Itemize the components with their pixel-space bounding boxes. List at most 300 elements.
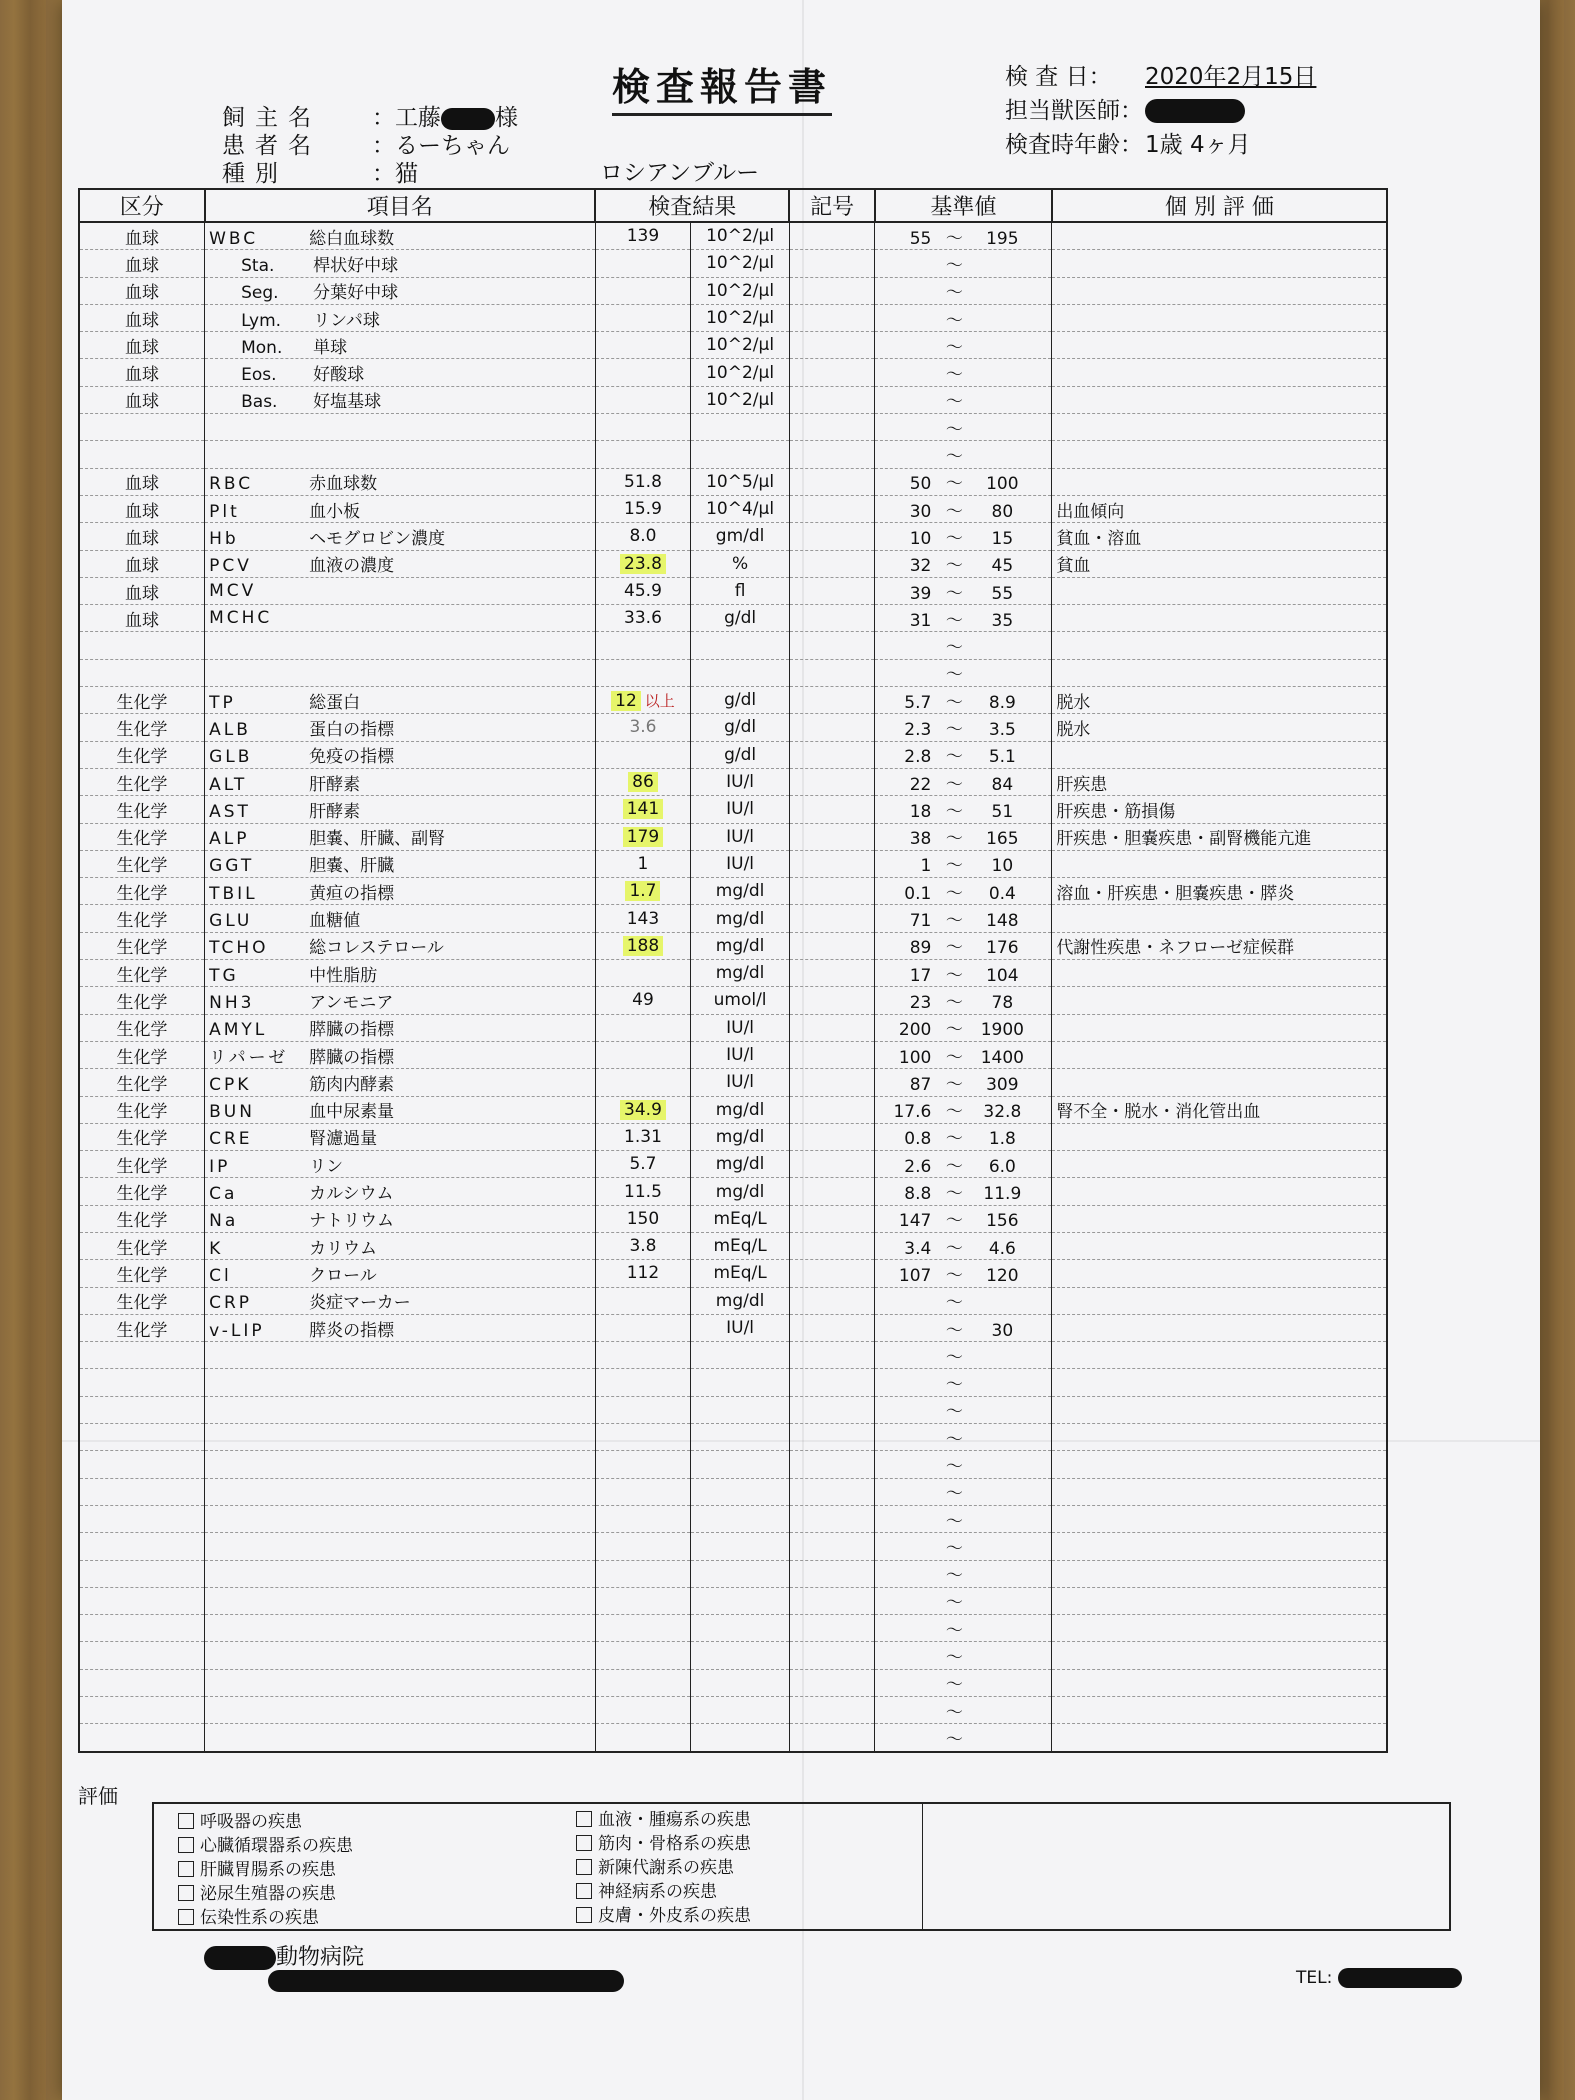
row-reference (875, 386, 1052, 413)
reference-hi: 4.6 (988, 1238, 1016, 1259)
row-mark (789, 1287, 874, 1314)
evaluation-checkbox-item[interactable] (576, 1904, 751, 1928)
table-row (79, 932, 1387, 959)
row-item (205, 523, 596, 550)
reference-hi: 84 (991, 774, 1014, 795)
row-item (205, 1123, 596, 1150)
row-evaluation: 肝疾患 (1052, 768, 1387, 795)
row-reference (875, 1396, 1052, 1423)
table-row (79, 741, 1387, 768)
row-mark (789, 768, 874, 795)
row-reference (875, 304, 1052, 331)
row-item (205, 277, 596, 304)
row-result (595, 905, 691, 932)
row-unit: gm/dl (691, 523, 790, 550)
row-result (595, 1287, 691, 1314)
item-code: v-LIP (209, 1320, 265, 1341)
result-value: 1.7 (625, 881, 660, 901)
table-row (79, 550, 1387, 577)
row-reference (875, 1205, 1052, 1232)
row-unit: mg/dl (691, 1287, 790, 1314)
row-reference (875, 1587, 1052, 1614)
row-evaluation (1052, 386, 1387, 413)
row-reference (875, 1642, 1052, 1669)
row-result (595, 1014, 691, 1041)
row-category: 生化学 (79, 987, 205, 1014)
reference-sep: 〜 (945, 938, 963, 959)
row-evaluation (1052, 905, 1387, 932)
item-code: TP (209, 692, 236, 713)
table-row (79, 495, 1387, 522)
item-code: MCHC (209, 608, 273, 629)
row-unit: IU/l (691, 823, 790, 850)
age-row (1005, 128, 1316, 162)
checkbox-label: 血液・腫瘍系の疾患 (598, 1810, 751, 1830)
hospital-label: 動物病院 (276, 1945, 365, 1970)
row-mark (789, 1478, 874, 1505)
checkbox-icon[interactable] (178, 1885, 194, 1901)
table-row (79, 1151, 1387, 1178)
row-evaluation: 肝疾患・筋損傷 (1052, 796, 1387, 823)
item-name: アンモニア (309, 992, 394, 1013)
reference-lo: 22 (909, 774, 932, 795)
reference-lo: 147 (898, 1211, 932, 1232)
reference-hi: 5.1 (988, 747, 1016, 768)
row-reference (875, 768, 1052, 795)
item-code: Sta. (241, 255, 275, 276)
item-name: ナトリウム (309, 1211, 394, 1232)
row-unit (691, 1505, 790, 1532)
checkbox-label: 皮膚・外皮系の疾患 (598, 1906, 751, 1926)
row-item (205, 605, 596, 632)
row-mark (789, 1123, 874, 1150)
row-unit: IU/l (691, 796, 790, 823)
reference-sep: 〜 (945, 1593, 963, 1614)
row-unit (691, 1369, 790, 1396)
reference-sep: 〜 (945, 747, 963, 768)
row-evaluation: 貧血 (1052, 550, 1387, 577)
row-category: 生化学 (79, 1260, 205, 1287)
patient-label: 患者名 (222, 133, 321, 159)
date-row (1005, 60, 1316, 94)
row-result (595, 304, 691, 331)
row-evaluation (1052, 1069, 1387, 1096)
result-value: 51.8 (624, 471, 662, 492)
row-result (595, 332, 691, 359)
checkbox-icon[interactable] (178, 1909, 194, 1925)
row-evaluation (1052, 659, 1387, 686)
row-item (205, 960, 596, 987)
row-category: 生化学 (79, 1123, 205, 1150)
species-label: 種別 (222, 161, 288, 187)
row-mark (789, 1041, 874, 1068)
evaluation-section (78, 1780, 1456, 1928)
table-row (79, 1724, 1387, 1752)
row-reference (875, 1369, 1052, 1396)
reference-lo: 23 (909, 992, 932, 1013)
result-value: 150 (626, 1208, 660, 1229)
row-result (595, 687, 691, 714)
evaluation-checkbox-item[interactable] (178, 1906, 319, 1930)
row-unit: mg/dl (691, 878, 790, 905)
row-reference (875, 332, 1052, 359)
row-category: 血球 (79, 577, 205, 604)
col-result: 検査結果 (595, 189, 789, 222)
row-mark (789, 304, 874, 331)
reference-hi: 1400 (980, 1047, 1024, 1068)
checkbox-icon[interactable] (576, 1859, 592, 1875)
table-row (79, 1205, 1387, 1232)
row-item (205, 304, 596, 331)
row-category (79, 1642, 205, 1669)
result-value: 3.8 (629, 1236, 657, 1257)
row-mark (789, 495, 874, 522)
row-reference (875, 1424, 1052, 1451)
row-item (205, 1396, 596, 1423)
reference-sep: 〜 (945, 556, 963, 577)
row-reference (875, 495, 1052, 522)
evaluation-checkbox-item[interactable] (576, 1856, 734, 1880)
row-category: 血球 (79, 550, 205, 577)
item-code: PCV (209, 556, 252, 577)
reference-hi: 32.8 (983, 1102, 1022, 1123)
row-result (595, 386, 691, 413)
row-evaluation (1052, 605, 1387, 632)
row-result (595, 1205, 691, 1232)
col-evaluation: 個 別 評 価 (1052, 189, 1387, 222)
row-evaluation: 脱水 (1052, 714, 1387, 741)
reference-lo: 100 (898, 1047, 932, 1068)
evaluation-checkbox-item[interactable] (576, 1808, 751, 1832)
row-result (595, 550, 691, 577)
row-evaluation (1052, 987, 1387, 1014)
reference-hi: 100 (986, 474, 1019, 495)
col-category: 区分 (79, 189, 205, 222)
row-evaluation (1052, 441, 1387, 468)
row-unit: 10^2/μl (691, 359, 790, 386)
item-name: リンパ球 (313, 310, 380, 331)
result-value: 33.6 (624, 608, 662, 629)
reference-hi: 309 (986, 1074, 1019, 1095)
item-code: AST (209, 801, 251, 822)
table-row (79, 987, 1387, 1014)
exam-info (1005, 60, 1316, 162)
item-code: Ca (209, 1184, 238, 1205)
row-reference (875, 1314, 1052, 1341)
evaluation-checkbox-item[interactable] (178, 1810, 302, 1834)
item-code: RBC (209, 474, 254, 495)
checkbox-icon[interactable] (178, 1813, 194, 1829)
row-category: 生化学 (79, 1096, 205, 1123)
row-item (205, 1260, 596, 1287)
reference-sep: 〜 (945, 365, 963, 386)
row-mark (789, 550, 874, 577)
item-code: Cl (209, 1265, 232, 1286)
row-reference (875, 932, 1052, 959)
checkbox-icon[interactable] (576, 1883, 592, 1899)
item-code: AMYL (209, 1020, 268, 1041)
table-row (79, 1314, 1387, 1341)
checkbox-label: 伝染性系の疾患 (200, 1908, 319, 1928)
row-result (595, 823, 691, 850)
row-category: 生化学 (79, 1205, 205, 1232)
checkbox-icon[interactable] (576, 1811, 592, 1827)
row-mark (789, 1096, 874, 1123)
row-result (595, 605, 691, 632)
row-result (595, 1642, 691, 1669)
reference-sep: 〜 (945, 1347, 963, 1368)
row-category (79, 1396, 205, 1423)
row-result (595, 1587, 691, 1614)
row-unit: 10^2/μl (691, 386, 790, 413)
row-unit: mg/dl (691, 905, 790, 932)
row-reference (875, 1533, 1052, 1560)
checkbox-icon[interactable] (178, 1861, 194, 1877)
result-value: 23.8 (620, 554, 666, 574)
evaluation-frame (152, 1802, 1451, 1931)
item-code: ALB (209, 719, 251, 740)
row-evaluation (1052, 1669, 1387, 1696)
result-value: 86 (628, 772, 658, 792)
row-result (595, 632, 691, 659)
row-mark (789, 687, 874, 714)
reference-lo: 1 (920, 856, 932, 877)
evaluation-checkbox-item[interactable] (178, 1858, 336, 1882)
row-reference (875, 1724, 1052, 1752)
redaction-mark (204, 1946, 276, 1970)
row-evaluation: 腎不全・脱水・消化管出血 (1052, 1096, 1387, 1123)
row-item (205, 850, 596, 877)
row-mark (789, 441, 874, 468)
redaction-mark (1338, 1968, 1462, 1988)
row-category: 生化学 (79, 1014, 205, 1041)
checkbox-icon[interactable] (178, 1837, 194, 1853)
checkbox-label: 神経病系の疾患 (598, 1882, 717, 1902)
reference-sep: 〜 (945, 1484, 963, 1505)
row-reference (875, 441, 1052, 468)
row-unit (691, 1669, 790, 1696)
reference-lo: 38 (909, 829, 932, 850)
table-row (79, 1587, 1387, 1614)
row-mark (789, 1697, 874, 1724)
row-unit: mg/dl (691, 932, 790, 959)
item-name: 肝酵素 (309, 774, 361, 795)
table-row (79, 659, 1387, 686)
row-item (205, 905, 596, 932)
table-row (79, 823, 1387, 850)
row-mark (789, 1451, 874, 1478)
table-row (79, 577, 1387, 604)
item-name: 黄疸の指標 (309, 883, 395, 904)
item-code: Mon. (241, 337, 283, 358)
reference-sep: 〜 (945, 1293, 963, 1314)
row-evaluation (1052, 1342, 1387, 1369)
table-row (79, 1287, 1387, 1314)
reference-sep: 〜 (945, 1729, 963, 1750)
row-reference (875, 850, 1052, 877)
item-name: 桿状好中球 (313, 255, 399, 276)
evaluation-checkbox-item[interactable] (576, 1832, 751, 1856)
row-evaluation (1052, 1478, 1387, 1505)
item-name: 赤血球数 (309, 474, 378, 495)
table-row (79, 441, 1387, 468)
row-item (205, 741, 596, 768)
row-item (205, 1724, 596, 1752)
reference-sep: 〜 (945, 501, 963, 522)
row-category: 生化学 (79, 741, 205, 768)
reference-sep: 〜 (945, 1047, 963, 1068)
reference-lo: 3.4 (904, 1238, 932, 1259)
evaluation-checkbox-item[interactable] (576, 1880, 717, 1904)
table-row (79, 304, 1387, 331)
row-mark (789, 632, 874, 659)
row-unit: g/dl (691, 687, 790, 714)
breed-value: ロシアンブルー (600, 160, 760, 186)
row-mark (789, 1669, 874, 1696)
row-mark (789, 332, 874, 359)
reference-lo: 18 (909, 801, 932, 822)
checkbox-label: 呼吸器の疾患 (200, 1812, 302, 1832)
row-result (595, 960, 691, 987)
reference-sep: 〜 (945, 665, 963, 686)
row-reference (875, 741, 1052, 768)
reference-sep: 〜 (945, 1184, 963, 1205)
patient-value: ：るーちゃん (372, 133, 510, 159)
row-evaluation (1052, 250, 1387, 277)
row-mark (789, 987, 874, 1014)
table-row (79, 1451, 1387, 1478)
row-mark (789, 960, 874, 987)
row-result (595, 1451, 691, 1478)
row-evaluation (1052, 1178, 1387, 1205)
row-evaluation (1052, 414, 1387, 441)
item-name: 免疫の指標 (309, 747, 395, 768)
row-item (205, 1205, 596, 1232)
row-mark (789, 850, 874, 877)
result-value: 179 (623, 827, 663, 847)
reference-sep: 〜 (945, 911, 963, 932)
row-item (205, 1533, 596, 1560)
row-result (595, 1505, 691, 1532)
item-name: カリウム (309, 1238, 377, 1259)
row-unit (691, 414, 790, 441)
row-mark (789, 1560, 874, 1587)
reference-lo: 107 (898, 1265, 932, 1286)
row-evaluation (1052, 1533, 1387, 1560)
reference-sep: 〜 (945, 883, 963, 904)
table-row (79, 1642, 1387, 1669)
row-evaluation (1052, 1505, 1387, 1532)
row-item (205, 687, 596, 714)
row-item (205, 1041, 596, 1068)
row-mark (789, 1151, 874, 1178)
item-code: TBIL (209, 883, 258, 904)
row-mark (789, 1205, 874, 1232)
row-evaluation: 出血傾向 (1052, 495, 1387, 522)
species-row (222, 160, 518, 188)
col-item: 項目名 (205, 189, 596, 222)
row-reference (875, 905, 1052, 932)
row-item (205, 987, 596, 1014)
item-code: BUN (209, 1102, 255, 1123)
table-row (79, 1014, 1387, 1041)
item-name: 血糖値 (309, 911, 361, 932)
reference-hi: 35 (991, 610, 1014, 631)
row-unit: mEq/L (691, 1205, 790, 1232)
item-code: Eos. (241, 365, 277, 386)
row-unit: 10^4/μl (691, 495, 790, 522)
row-category (79, 1505, 205, 1532)
reference-sep: 〜 (945, 1457, 963, 1477)
table-row (79, 222, 1387, 250)
checkbox-icon[interactable] (576, 1907, 592, 1923)
item-name: ヘモグロビン濃度 (309, 528, 446, 549)
row-category (79, 414, 205, 441)
tel-info (1296, 1968, 1462, 1988)
reference-hi: 120 (986, 1265, 1019, 1286)
row-result (595, 222, 691, 250)
row-category: 血球 (79, 332, 205, 359)
item-name: 胆嚢、肝臓、副腎 (309, 829, 446, 850)
row-unit (691, 1587, 790, 1614)
row-category (79, 441, 205, 468)
reference-hi: 156 (986, 1211, 1019, 1232)
item-name: 血中尿素量 (309, 1102, 395, 1123)
checkbox-icon[interactable] (576, 1835, 592, 1851)
species-value: ：猫 (372, 161, 418, 187)
result-value: 45.9 (624, 581, 662, 601)
redaction-mark (441, 108, 495, 130)
row-unit: IU/l (691, 1041, 790, 1068)
row-category (79, 1560, 205, 1587)
row-item (205, 932, 596, 959)
row-unit: g/dl (691, 741, 790, 768)
reference-sep: 〜 (945, 419, 963, 440)
reference-hi: 11.9 (983, 1184, 1022, 1205)
row-reference (875, 414, 1052, 441)
row-result (595, 1615, 691, 1642)
row-unit: mg/dl (691, 960, 790, 987)
table-row (79, 687, 1387, 714)
row-unit: 10^2/μl (691, 250, 790, 277)
reference-hi: 30 (991, 1320, 1014, 1341)
reference-lo: 89 (909, 938, 932, 959)
table-row (79, 1232, 1387, 1259)
row-mark (789, 905, 874, 932)
reference-lo: 30 (909, 501, 932, 522)
evaluation-checkbox-item[interactable] (178, 1834, 353, 1858)
result-value: 11.5 (624, 1181, 662, 1202)
row-result (595, 277, 691, 304)
reference-sep: 〜 (945, 1511, 963, 1532)
reference-lo: 2.3 (904, 719, 932, 740)
reference-sep: 〜 (945, 1648, 963, 1669)
evaluation-checkbox-item[interactable] (178, 1882, 336, 1906)
result-value: 1 (637, 853, 649, 874)
row-reference (875, 1287, 1052, 1314)
row-reference (875, 1178, 1052, 1205)
table-row (79, 1260, 1387, 1287)
result-value: 139 (626, 226, 660, 247)
table-row (79, 1369, 1387, 1396)
row-item (205, 1451, 596, 1478)
handwritten-note: 以上 (644, 691, 675, 710)
row-item (205, 550, 596, 577)
row-reference (875, 1478, 1052, 1505)
row-item (205, 659, 596, 686)
row-mark (789, 1505, 874, 1532)
row-category: 生化学 (79, 1287, 205, 1314)
